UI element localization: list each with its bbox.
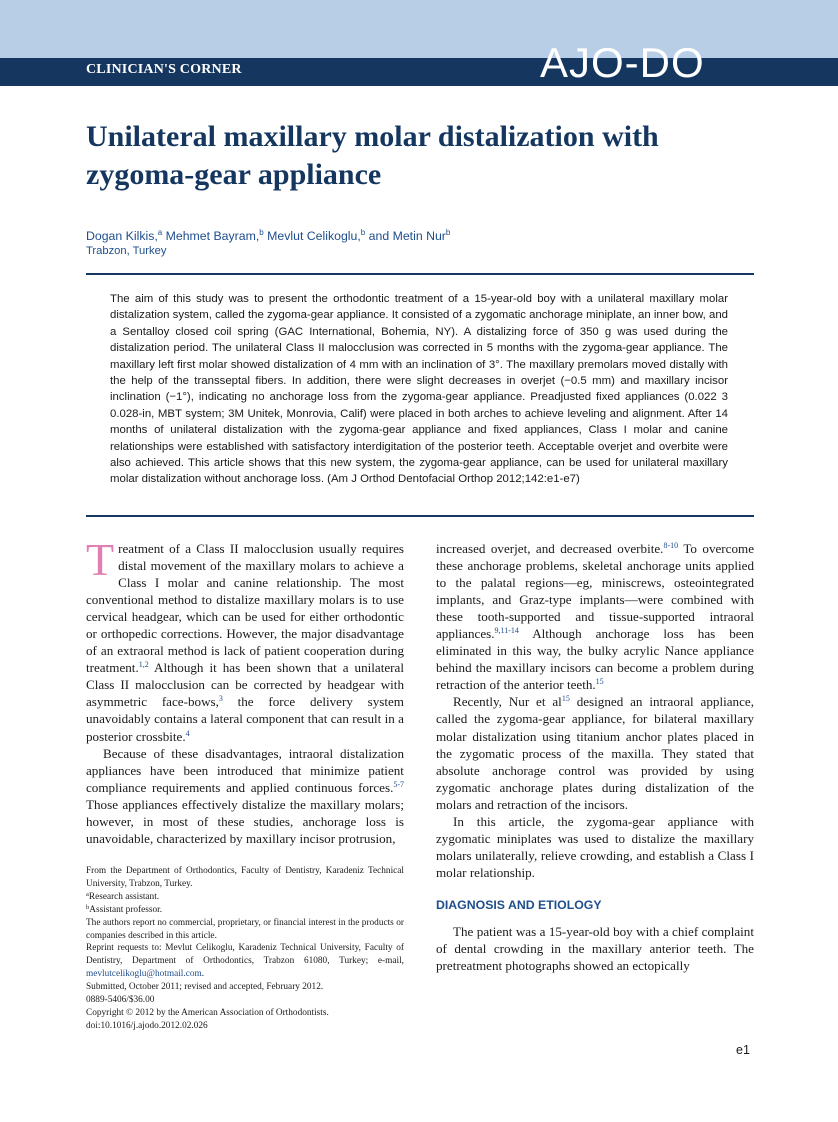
body-paragraph-3 (436, 693, 754, 812)
paragraph-text: Because of these disadvantages, intraoral distalization appliances have been introduced that minimize patient compliance requirements and applied continuous forces.$^{5-7}$ Those appliances effectively distalize the maxillary molars; however, in most of these studies, anchorage loss is unavoidable, characterized by maxillary incisor protrusion, (86, 745, 405, 846)
footnotes (86, 865, 404, 1033)
body-paragraph-2-continued: increased overjet, and decreased overbite.$^{8-10}$ To overcome these anchorage problems, skeletal anchorage units applied to the palatal regions—eg, miniscrews, osteointegrated implants, and Graz-type implants—were combined with these tooth-supported and tissue-supported intraoral appliances.$^{9,11-14}$ Although anchorage loss has been eliminated in this way, the bulky acrylic Nance appliance behind the maxillary incisors can become a problem during retraction of the anterior teeth.$^{15}$ (436, 541, 755, 693)
footnote-mark: a (86, 890, 89, 898)
footnote-affiliation: From the Department of Orthodontics, Faculty of Dentistry, Karadeniz Technical University, Trabzon, Turkey. (86, 866, 404, 889)
citation-ref[interactable]: 4 (185, 728, 190, 738)
footnote-submitted: Submitted, October 2011; revised and accepted, February 2012. (86, 982, 324, 993)
citation-ref[interactable]: 9,11-14 (494, 626, 519, 636)
article-title: Unilateral maxillary molar distalization with zygoma-gear appliance (86, 120, 659, 191)
author-name: Mehmet Bayram, (165, 229, 260, 243)
citation-ref[interactable]: 3 (218, 694, 223, 704)
citation-ref[interactable]: 5-7 (393, 779, 405, 789)
abstract-bottom-rule (86, 515, 754, 517)
citation-ref[interactable]: 8-10 (663, 541, 679, 550)
author-name: Dogan Kilkis, (86, 229, 158, 243)
section-label: CLINICIAN'S CORNER (86, 62, 242, 77)
body-paragraph-2 (86, 745, 404, 847)
footnote-mark: b (86, 903, 90, 911)
body-column-right (436, 540, 754, 974)
body-paragraph-4: In this article, the zygoma-gear appliance with zygomatic miniplates was used to distalize the maxillary molars unilaterally, relieve crowding, and establish a Class I molar relationship. (436, 813, 754, 880)
footnote-text: . (201, 969, 205, 980)
affiliation-mark: b (445, 228, 451, 237)
affiliation-mark: a (157, 228, 163, 237)
body-column-left (86, 534, 405, 847)
section-heading: DIAGNOSIS AND ETIOLOGY (436, 897, 602, 912)
footnote-doi: doi:10.1016/j.ajodo.2012.02.026 (86, 1020, 208, 1031)
journal-logo: AJO-DO (540, 39, 705, 86)
footnote-b (86, 904, 404, 917)
affiliation-mark: b (360, 228, 366, 237)
footnote-a (86, 891, 404, 904)
author-location: Trabzon, Turkey (86, 245, 167, 257)
body-paragraph-1 (86, 534, 404, 745)
footnote-text: Research assistant. (88, 891, 160, 902)
footnote-text: Reprint requests to: Mevlut Celikoglu, Karadeniz Technical University, Faculty of Dentistry, Department of Orthodontics, Trabzon 61080, Turkey; e-mail, (86, 943, 404, 967)
abstract-top-rule (86, 273, 754, 275)
citation-ref[interactable]: 15 (561, 694, 570, 704)
citation-ref[interactable]: 1,2 (138, 660, 149, 670)
paragraph-text: Recently, Nur et $al^{15}$ designed an intraoral appliance, called the zygoma-gear appliance, for bilateral maxillary molar distalization using titanium anchor plates placed in the zygomatic process of the maxilla. They stated that absolute anchorage control was provided by using zygomatic anchorage plates during distalization of the molars and retraction of the incisors. (436, 694, 754, 812)
header-top-band (0, 0, 838, 58)
citation-ref[interactable]: 15 (595, 677, 604, 687)
drop-cap: T (86, 534, 115, 585)
email-link[interactable]: mevlutcelikoglu@hotmail.com (86, 969, 202, 980)
footnote-disclosure: The authors report no commercial, proprietary, or financial interest in the products or companies described in this article. (86, 917, 404, 941)
affiliation-mark: b (259, 228, 264, 237)
body-paragraph-5: The patient was a 15-year-old boy with a chief complaint of dental crowding in the maxillary anterior teeth. The pretreatment photographs showed an ectopically (436, 923, 754, 974)
footnote-text: Assistant professor. (89, 904, 163, 915)
footnote-issn: 0889-5406/$36.00 (86, 995, 155, 1006)
author-name: and Metin Nur (368, 229, 446, 243)
abstract: The aim of this study was to present the orthodontic treatment of a 15-year-old boy with a unilateral maxillary molar distalization system, called the zygoma-gear appliance. It consisted of a zygomatic anchorage miniplate, an inner bow, and a Sentalloy closed coil spring (GAC International, Bohemia, NY). A distalizing force of 350 g was used during the distalization period. The unilateral Class II malocclusion was corrected in 5 months with the zygoma-gear appliance. The maxillary left first molar showed distalization of 4 mm with an inclination of 3°. The maxillary premolars moved distally with the help of the transseptal fibers. In addition, there were slight decreases in overjet (−0.5 mm) and maxillary incisor inclination (−1°), indicating no anchorage loss from the zygoma-gear appliance. Preadjusted fixed appliances (0.022 3 0.028-in, MBT system; 3M Unitek, Monrovia, Calif) were placed in both arches to achieve leveling and alignment. After 14 months of unilateral distalization with the zygoma-gear appliance and fixed appliances, Class I molar and canine relationships were established with satisfactory interdigitation of the posterior teeth. Acceptable overjet and overbite were also achieved. This article shows that this new system, the zygoma-gear appliance, can be used for unilateral maxillary molar distalization without anchorage loss. (Am J Orthod Dentofacial Orthop 2012;142:e1-e7) (110, 293, 728, 486)
paragraph-text: reatment of a Class II malocclusion usually requires distal movement of the maxillary molars to achieve a Class I molar and canine relationship. The most conventional method to distalize maxillary molars is to use cervical headgear, which can be used for either orthodontic or orthopedic corrections. However, the major disadvantage of an extraoral method is lack of patient cooperation during treatment.$^{1,2}$ Although it has been shown that a unilateral Class II malocclusion can be corrected by headgear with asymmetric face-bows,$^3$ the force delivery system unavoidably contains a lateral component that can result in a posterior crossbite.$^4$ (86, 541, 404, 744)
footnote-copyright: Copyright © 2012 by the American Association of Orthodontists. (86, 1007, 329, 1018)
author-name: Mevlut Celikoglu, (267, 229, 361, 243)
footnote-reprint (86, 942, 404, 981)
author-list (86, 228, 450, 244)
page-number: e1 (736, 1043, 750, 1057)
